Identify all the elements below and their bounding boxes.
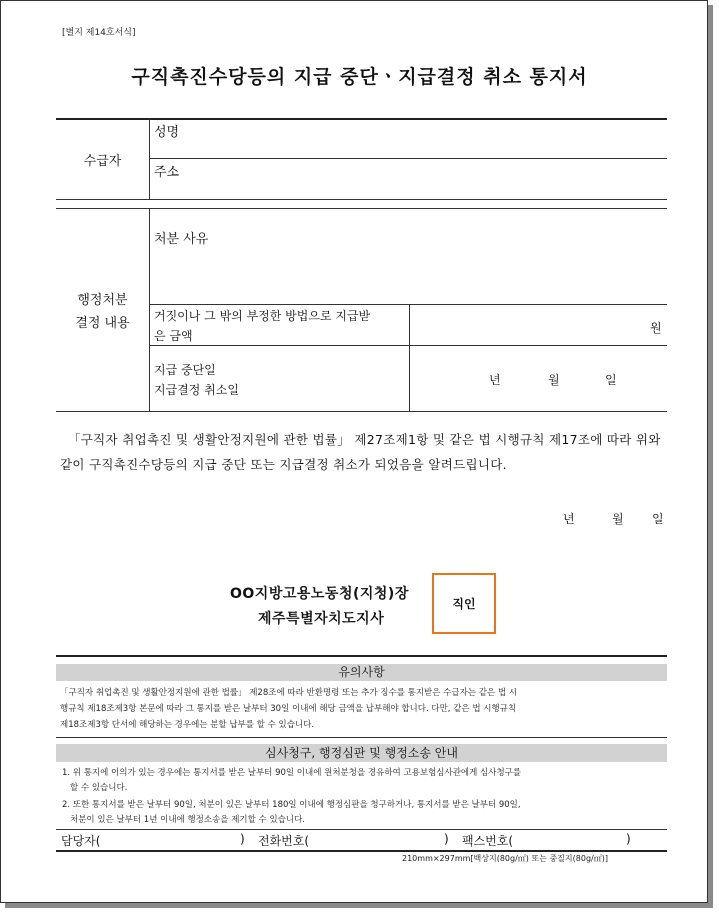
reason-label: 처분 사유	[154, 232, 209, 247]
notice-line-1: 「구직자 취업촉진 및 생활안정지원에 관한 법률」 제28조에 따라 반환명령 또는 추가 징수를 통지받은 수급자는 같은 법 시	[60, 688, 517, 698]
recipient-label: 수급자	[83, 154, 122, 169]
notification-body: 「구직자 취업촉진 및 생활안정지원에 관한 법률」 제27조제1항 및 같은 법 시행규칙 제17조에 따라 위와 같이 구직촉진수당등의 지급 중단 또는 지급결정 취소가 되었음을 알려드립니다.	[60, 432, 661, 472]
issue-year: 년	[563, 512, 575, 526]
decision-bottom-line	[56, 411, 667, 412]
fax-label: 팩스번호(	[462, 834, 514, 848]
date-year: 년	[489, 373, 501, 387]
amount-unit: 원	[650, 321, 662, 335]
appeal-item2-line2: 처분이 있은 날부터 1년 이내에 행정소송을 제기할 수 있습니다.	[70, 815, 306, 825]
date-month: 월	[548, 373, 560, 387]
notice-line-2: 행규칙 제18조제3항 본문에 따라 그 통지를 받은 날부터 30일 이내에 해당 금액을 납부해야 합니다. 다만, 같은 법 시행규칙	[60, 704, 517, 714]
table-top-border	[56, 118, 667, 120]
recipient-divider	[149, 119, 150, 199]
decision-label-1: 행정처분	[77, 293, 128, 308]
amount-label-1: 거짓이나 그 밖의 부정한 방법으로 지급받	[154, 309, 371, 323]
value-divider	[409, 305, 410, 411]
seal-text: 직인	[452, 597, 476, 611]
official-seal	[432, 573, 496, 634]
staff-label: 담당자(	[61, 834, 101, 848]
date-label-1: 지급 중단일	[154, 363, 216, 377]
reason-bottom-line	[149, 304, 667, 305]
recipient-bottom-line	[56, 199, 667, 200]
form-number: [별지 제14호서식]	[62, 28, 136, 38]
issue-day: 일	[652, 512, 664, 526]
date-day: 일	[605, 373, 617, 387]
date-label-2: 지급결정 취소일	[154, 383, 239, 397]
notice-title: 유의사항	[56, 664, 667, 681]
decision-label-2: 결정 내용	[75, 316, 130, 331]
issue-month: 월	[612, 512, 624, 526]
decision-divider	[149, 209, 150, 411]
notice-line-3: 제18조제3항 단서에 해당하는 경우에는 분할 납부를 할 수 있습니다.	[60, 720, 315, 730]
decision-top-line	[56, 208, 667, 209]
name-field-label: 성명	[154, 125, 180, 140]
phone-label: 전화번호(	[258, 834, 310, 848]
appeal-item2-line1: 2. 또한 통지서를 받은 날부터 90일, 처분이 있은 날부터 180일 이내에 행정심판을 청구하거나, 통지서를 받은 날부터 90일,	[62, 800, 521, 810]
document-title: 구직촉진수당등의 지급 중단ㆍ지급결정 취소 통지서	[131, 66, 588, 88]
recipient-row-line	[149, 158, 667, 159]
fax-close: )	[626, 832, 631, 846]
staff-close: )	[240, 832, 245, 846]
address-field-label: 주소	[154, 165, 180, 180]
contact-top-line	[56, 829, 667, 830]
contact-bottom-line	[56, 850, 667, 852]
issuer-name-1: OO지방고용노동청(지청)장	[230, 586, 409, 602]
phone-close: )	[444, 832, 449, 846]
appeal-item1-line1: 1. 위 통지에 이의가 있는 경우에는 통지서를 받은 날부터 90일 이내에 원처분청을 경유하여 고용보험심사관에게 심사청구를	[62, 768, 522, 778]
amount-bottom-line	[149, 345, 667, 346]
issuer-name-2: 제주특별자치도지사	[258, 611, 385, 627]
notice-top-border	[56, 655, 667, 657]
appeal-divider	[56, 737, 667, 738]
appeal-title: 심사청구, 행정심판 및 행정소송 안내	[56, 744, 667, 762]
paper-spec: 210mm×297mm[백상지(80g/㎡) 또는 중질지(80g/㎡)]	[402, 854, 608, 863]
amount-label-2: 은 금액	[154, 329, 193, 343]
appeal-item1-line2: 할 수 있습니다.	[70, 783, 128, 793]
